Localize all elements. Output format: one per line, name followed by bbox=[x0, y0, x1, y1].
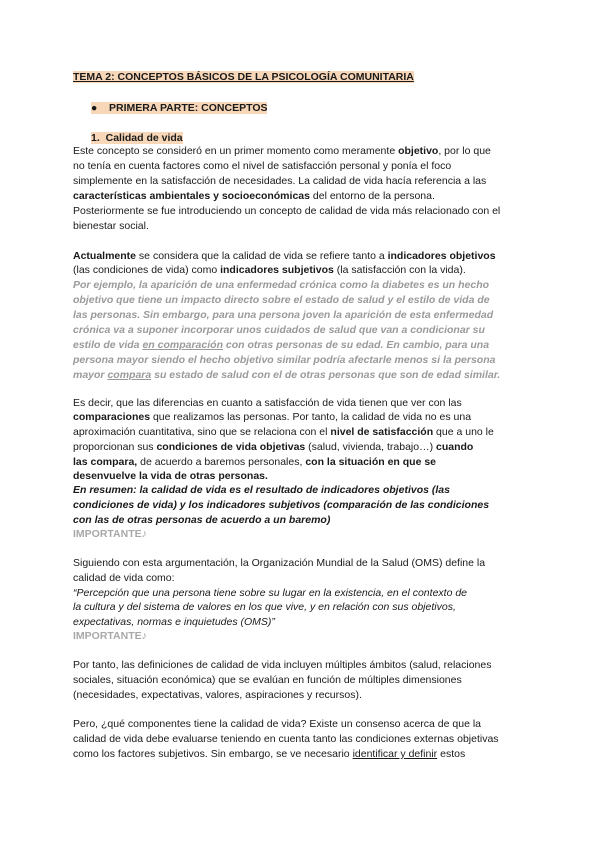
title-text: TEMA 2: CONCEPTOS BÁSICOS DE LA PSICOLOGÍA COMUNITARIA bbox=[73, 71, 414, 83]
p3-line-2: comparaciones que realizamos las personas. Por tanto, la calidad de vida no es una bbox=[73, 411, 472, 423]
important-tag-1: IMPORTANTE♪ bbox=[73, 528, 147, 540]
section-heading bbox=[91, 131, 183, 145]
p4-line-2: calidad de vida como: bbox=[73, 572, 175, 584]
p2-line-1: Actualmente se considera que la calidad de vida se refiere tanto a indicadores objetivos bbox=[73, 250, 496, 262]
part-highlight bbox=[91, 102, 267, 114]
p3-line-5: las compara, de acuerdo a baremos personales, con la situación en que se bbox=[73, 456, 437, 468]
p6-line-3: como los factores subjetivos. Sin embargo, se ve necesario identificar y definir estos bbox=[73, 748, 466, 760]
bullet-icon: ● bbox=[91, 102, 98, 114]
p1-line-2: no tenía en cuenta factores como el nivel de satisfacción personal y ponía el foco bbox=[73, 160, 452, 172]
p2-line-2: (las condiciones de vida) como indicadores subjetivos (la satisfacción con la vida). bbox=[73, 264, 466, 276]
example-line-1: Por ejemplo, la aparición de una enfermedad crónica como la diabetes es un hecho bbox=[73, 279, 490, 291]
p1-line-5: Posteriormente se fue introduciendo un concepto de calidad de vida más relacionado con el bbox=[73, 205, 501, 217]
p5-line-2: sociales, situación económica) que se evalúan en función de múltiples dimensiones bbox=[73, 674, 462, 686]
example-line-4: crónica va a suponer incorporar unos cuidados de salud que van a condicionar su bbox=[73, 324, 485, 336]
p5-line-3: (necesidades, expectativas, valores, aspiraciones y recursos). bbox=[73, 689, 362, 701]
p3-line-1: Es decir, que las diferencias en cuanto a satisfacción de vida tienen que ver con las bbox=[73, 397, 462, 409]
section-number: 1. bbox=[91, 132, 100, 144]
summary-line-2: condiciones de vida) y los indicadores subjetivos (comparación de las condiciones bbox=[73, 499, 490, 511]
example-line-7: mayor compara su estado de salud con el de otras personas que son de edad similar. bbox=[73, 369, 501, 381]
p1-line-3: simplemente en la satisfacción de necesidades. La calidad de vida hacía referencia a las bbox=[73, 175, 487, 187]
example-line-5: estilo de vida en comparación con otras personas de su edad. En cambio, para una bbox=[73, 339, 490, 351]
section-highlight bbox=[91, 132, 183, 144]
p1-line-4: características ambientales y socioeconómicas del entorno de la persona. bbox=[73, 190, 435, 202]
part-heading bbox=[91, 101, 267, 115]
p1-line-6: bienestar social. bbox=[73, 220, 149, 232]
summary-line-3: con las de otras personas de acuerdo a un baremo) bbox=[73, 514, 331, 526]
p5-line-1: Por tanto, las definiciones de calidad de vida incluyen múltiples ámbitos (salud, relaciones bbox=[73, 659, 492, 671]
quote-line-3: expectativas, normas e inquietudes (OMS)” bbox=[73, 616, 275, 628]
quote-line-2: la cultura y del sistema de valores en los que vive, y en relación con sus objetivos, bbox=[73, 601, 456, 613]
p1-line-1: Este concepto se consideró en un primer momento como meramente objetivo, por lo que bbox=[73, 145, 491, 157]
example-line-2: objetivo que tiene un impacto directo sobre el estado de salud y el estilo de vida de bbox=[73, 294, 490, 306]
summary-line-1: En resumen: la calidad de vida es el resultado de indicadores objetivos (las bbox=[73, 484, 450, 496]
p3-line-6: desenvuelve la vida de otras personas. bbox=[73, 470, 268, 482]
part-label: PRIMERA PARTE: CONCEPTOS bbox=[109, 102, 268, 114]
p3-line-3: aproximación cuantitativa, sino que se relaciona con el nivel de satisfacción que a uno le bbox=[73, 426, 494, 438]
quote-line-1: “Percepción que una persona tiene sobre su lugar en la existencia, en el contexto de bbox=[73, 587, 468, 599]
p3-line-4: proporcionan sus condiciones de vida objetivas (salud, vivienda, trabajo…) cuando bbox=[73, 441, 474, 453]
section-label: Calidad de vida bbox=[105, 132, 183, 144]
example-line-6: persona mayor siendo el hecho objetivo similar podría afectarle menos si la persona bbox=[73, 354, 496, 366]
document-title bbox=[73, 70, 414, 84]
example-line-3: las personas. Sin embargo, para una persona joven la aparición de esta enfermedad bbox=[73, 309, 494, 321]
p6-line-1: Pero, ¿qué componentes tiene la calidad de vida? Existe un consenso acerca de que la bbox=[73, 718, 482, 730]
important-tag-2: IMPORTANTE♪ bbox=[73, 630, 147, 642]
p4-line-1: Siguiendo con esta argumentación, la Organización Mundial de la Salud (OMS) define la bbox=[73, 557, 486, 569]
p6-line-2: calidad de vida debe evaluarse teniendo en cuenta tanto las condiciones externas objetivas bbox=[73, 733, 499, 745]
